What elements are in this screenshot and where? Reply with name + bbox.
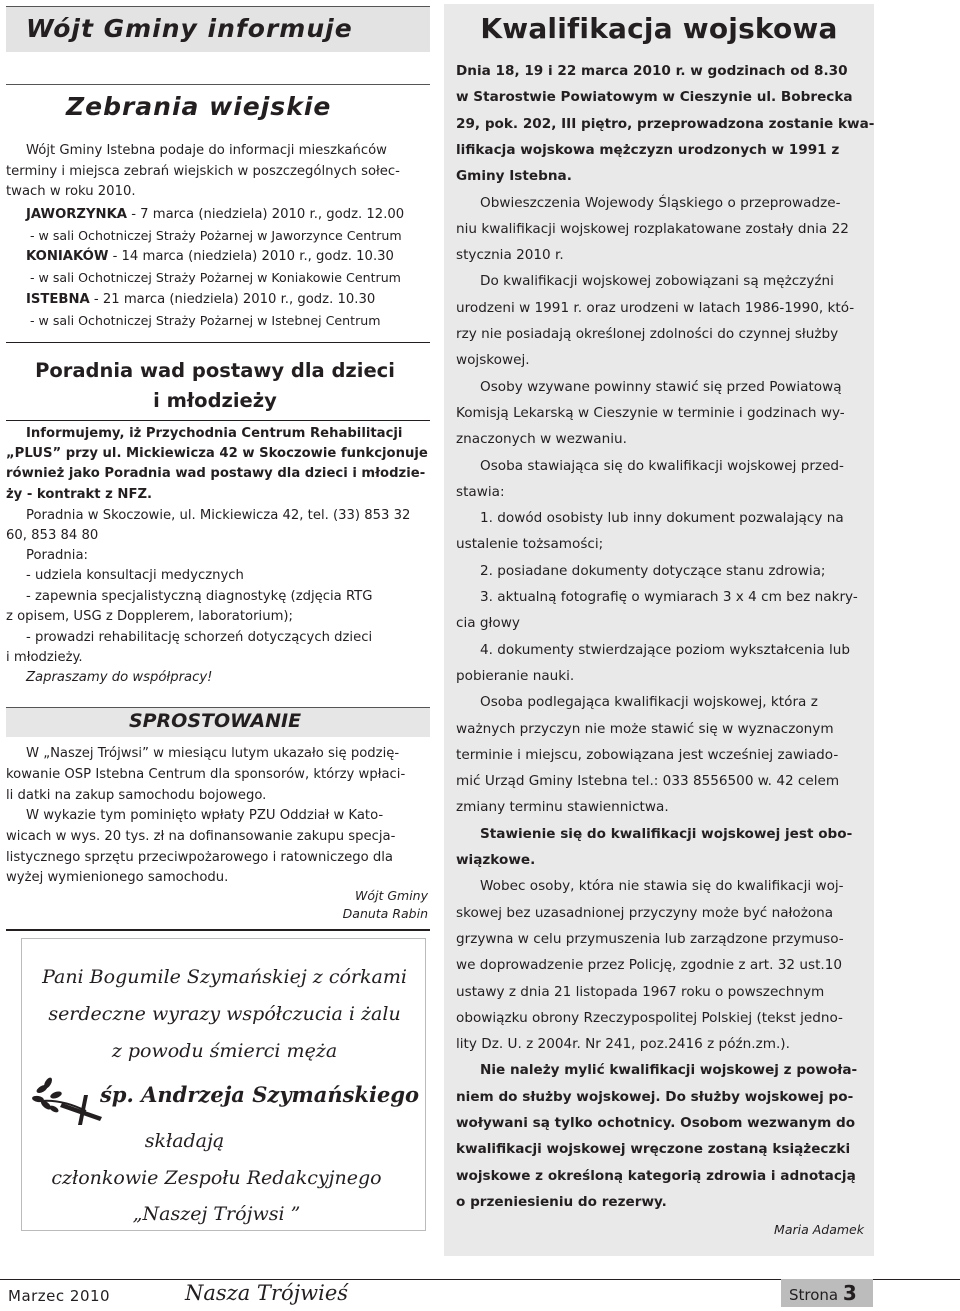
- zebrania-intro-line: terminy i miejsca zebrań wiejskich w poszczególnych sołec-: [6, 164, 400, 179]
- kwalifikacja-line: pobieranie nauki.: [456, 667, 575, 684]
- signature-role: Wójt Gminy: [354, 888, 428, 903]
- kwalifikacja-line: Gminy Istebna.: [456, 168, 572, 185]
- meeting-date: - 14 marca (niedziela) 2010 r., godz. 10.30: [108, 249, 394, 264]
- kwalifikacja-line: Nie należy mylić kwalifikacji wojskowej z powoła-: [480, 1062, 858, 1079]
- kwalifikacja-line: niu kwalifikacji wojskowej rozplakatowane zostały dnia 22: [456, 220, 849, 237]
- kwalifikacja-line: Osoba podlegająca kwalifikacji wojskowej, która z: [480, 694, 818, 711]
- meeting-date-line: [26, 205, 404, 226]
- kwalifikacja-line: Osoba stawiająca się do kwalifikacji wojskowej przed-: [480, 457, 844, 474]
- condolence-line: serdeczne wyrazy współczucia i żalu: [48, 1003, 401, 1025]
- footer-issue-date: Marzec 2010: [8, 1287, 111, 1305]
- meeting-date-line: [26, 290, 375, 311]
- poradnia-bold-line: „PLUS” przy ul. Mickiewicza 42 w Skoczowie funkcjonuje: [6, 446, 428, 461]
- kwalifikacja-line: 4. dokumenty stwierdzające poziom wykształcenia lub: [480, 641, 851, 658]
- meeting-name: JAWORZYNKA: [26, 207, 128, 222]
- divider: [6, 929, 430, 931]
- poradnia-line: - prowadzi rehabilitację schorzeń dotyczących dzieci: [26, 630, 373, 645]
- kwalifikacja-line: lifikacja wojskowa mężczyzn urodzonych w 1991 z: [456, 141, 840, 158]
- kwalifikacja-line: stawia:: [456, 483, 505, 500]
- poradnia-line: z opisem, USG z Dopplerem, laboratorium);: [6, 609, 294, 624]
- poradnia-line: - zapewnia specjalistyczną diagnostykę (zdjęcia RTG: [26, 589, 373, 604]
- meeting-place: - w sali Ochotniczej Straży Pożarnej w Istebnej Centrum: [30, 313, 381, 328]
- condolence-line: „Naszej Trójwsi ”: [132, 1203, 301, 1225]
- author-name: Maria Adamek: [774, 1222, 864, 1237]
- poradnia-title: Poradnia wad postawy dla dzieci: [35, 359, 395, 382]
- condolence-line: Pani Bogumile Szymańskiej z córkami: [42, 966, 407, 988]
- kwalifikacja-line: rzy nie posiadają określonej zdolności do czynnej służby: [456, 326, 839, 342]
- kwalifikacja-line: grzywna w celu przymuszenia lub zarządzone przymuso-: [456, 930, 844, 947]
- kwalifikacja-line: znaczonych w wezwaniu.: [456, 431, 627, 448]
- kwalifikacja-line: ustawy z dnia 21 listopada 1967 roku o powszechnym: [456, 983, 825, 1000]
- divider: [6, 342, 430, 343]
- zebrania-intro-line: twach w roku 2010.: [6, 184, 136, 199]
- sprostowanie-line: W wykazie tym pominięto wpłaty PZU Oddział w Kato-: [26, 808, 384, 823]
- meeting-place: - w sali Ochotniczej Straży Pożarnej w Koniakowie Centrum: [30, 270, 401, 285]
- deceased-name: śp. Andrzeja Szymańskiego: [99, 1082, 420, 1107]
- page-label: Strona: [789, 1286, 839, 1304]
- sprostowanie-line: listycznego sprzętu przeciwpożarowego i ratowniczego dla: [6, 850, 394, 865]
- signature-name: Danuta Rabin: [342, 906, 428, 921]
- kwalifikacja-line: Do kwalifikacji wojskowej zobowiązani są mężczyźni: [480, 273, 834, 290]
- kwalifikacja-line: Osoby wzywane powinny stawić się przed Powiatową: [480, 378, 842, 395]
- kwalifikacja-line: wojskowe z określoną kategorią zdrowia i adnotacją: [456, 1167, 856, 1184]
- condolence-line: członkowie Zespołu Redakcyjnego: [51, 1167, 382, 1189]
- kwalifikacja-line: urodzeni w 1991 r. oraz urodzeni w latach 1986-1990, któ-: [456, 299, 855, 316]
- kwalifikacja-line: Stawienie się do kwalifikacji wojskowej jest obo-: [480, 825, 853, 842]
- poradnia-line: - udziela konsultacji medycznych: [26, 568, 244, 583]
- meeting-name: KONIAKÓW: [26, 249, 109, 264]
- kwalifikacja-line: Dnia 18, 19 i 22 marca 2010 r. w godzinach od 8.30: [456, 63, 848, 79]
- kwalifikacja-line: we doprowadzenie przez Policję, zgodnie z art. 32 ust.10: [456, 957, 843, 974]
- poradnia-title: i młodzieży: [153, 389, 277, 412]
- kwalifikacja-line: 29, pok. 202, III piętro, przeprowadzona zostanie kwa-: [456, 115, 875, 132]
- kwalifikacja-line: mić Urząd Gminy Istebna tel.: 033 8556500 w. 42 celem: [456, 773, 840, 790]
- meeting-date-line: [26, 247, 394, 268]
- poradnia-bold-line: Informujemy, iż Przychodnia Centrum Rehabilitacji: [26, 426, 403, 441]
- page-number: [789, 1281, 857, 1305]
- poradnia-bold-line: ży - kontrakt z NFZ.: [6, 487, 153, 502]
- sprostowanie-line: wyżej wymienionego samochodu.: [6, 870, 229, 885]
- kwalifikacja-line: 1. dowód osobisty lub inny dokument pozwalający na: [480, 510, 844, 527]
- condolence-line: składają: [144, 1130, 225, 1152]
- kwalifikacja-line: wojskowej.: [456, 352, 530, 369]
- kwalifikacja-line: Wobec osoby, która nie stawia się do kwalifikacji woj-: [480, 878, 844, 895]
- condolence-line: z powodu śmierci męża: [111, 1040, 338, 1062]
- kwalifikacja-line: obowiązku obrony Rzeczypospolitej Polskiej (tekst jedno-: [456, 1009, 843, 1026]
- kwalifikacja-line: kwalifikacji wojskowej wręczone zostaną książeczki: [456, 1141, 851, 1158]
- meeting-date: - 21 marca (niedziela) 2010 r., godz. 10.30: [89, 292, 376, 307]
- kwalifikacja-line: Komisją Lekarską w Cieszynie w terminie i godzinach wy-: [456, 404, 845, 421]
- poradnia-closing: Zapraszamy do współpracy!: [26, 670, 213, 685]
- sprostowanie-title: SPROSTOWANIE: [128, 710, 302, 732]
- kwalifikacja-title: Kwalifikacja wojskowa: [480, 12, 838, 45]
- kwalifikacja-line: cia głowy: [456, 615, 520, 632]
- meeting-name: ISTEBNA: [26, 292, 90, 307]
- page-number-value: 3: [842, 1281, 857, 1305]
- meeting-place: - w sali Ochotniczej Straży Pożarnej w Jaworzynce Centrum: [30, 228, 402, 243]
- poradnia-line: Poradnia:: [26, 548, 88, 563]
- kwalifikacja-line: w Starostwie Powiatowym w Cieszynie ul. Bobrecka: [456, 89, 853, 106]
- kwalifikacja-line: 3. aktualną fotografię o wymiarach 3 x 4 cm bez nakry-: [480, 589, 858, 605]
- kwalifikacja-line: niem do służby wojskowej. Do służby wojskowej po-: [456, 1088, 854, 1105]
- kwalifikacja-line: stycznia 2010 r.: [456, 247, 564, 264]
- meeting-date: - 7 marca (niedziela) 2010 r., godz. 12.00: [127, 207, 405, 222]
- sprostowanie-line: li datki na zakup samochodu bojowego.: [6, 788, 267, 803]
- poradnia-line: i młodzieży.: [6, 650, 83, 665]
- zebrania-title: Zebrania wiejskie: [66, 92, 332, 121]
- kwalifikacja-line: Obwieszczenia Wojewody Śląskiego o przeprowadze-: [480, 194, 841, 211]
- kwalifikacja-line: wiązkowe.: [456, 852, 536, 868]
- kwalifikacja-line: o przeniesieniu do rezerwy.: [456, 1193, 667, 1210]
- kwalifikacja-line: lity Dz. U. z 2004r. Nr 241, poz.2416 z późn.zm.).: [456, 1036, 790, 1053]
- kwalifikacja-line: ważnych przyczyn nie może stawić się w wyznaczonym: [456, 720, 834, 737]
- divider: [6, 420, 430, 421]
- zebrania-intro-line: Wójt Gminy Istebna podaje do informacji mieszkańców: [26, 143, 387, 158]
- footer-magazine-name: Nasza Trójwieś: [185, 1281, 349, 1305]
- kwalifikacja-line: ustalenie tożsamości;: [456, 536, 604, 553]
- kwalifikacja-line: woływani są tylko ochotnicy. Osobom wezwanym do: [456, 1115, 856, 1131]
- poradnia-line: Poradnia w Skoczowie, ul. Mickiewicza 42, tel. (33) 853 32: [26, 508, 411, 523]
- sprostowanie-line: wicach w wys. 20 tys. zł na dofinansowanie zakupu specja-: [6, 829, 396, 844]
- poradnia-bold-line: również jako Poradnia wad postawy dla dzieci i młodzie-: [6, 466, 426, 481]
- poradnia-line: 60, 853 84 80: [6, 528, 99, 543]
- kwalifikacja-line: terminie i miejscu, zobowiązana jest wcześniej zawiado-: [456, 746, 839, 763]
- condolence-box: [21, 938, 426, 1231]
- kwalifikacja-line: 2. posiadane dokumenty dotyczące stanu zdrowia;: [480, 562, 826, 579]
- sprostowanie-line: kowanie OSP Istebna Centrum dla sponsorów, którzy wpłaci-: [6, 767, 406, 782]
- kwalifikacja-line: skowej bez uzasadnionej przyczyny może być nałożona: [456, 904, 834, 921]
- kwalifikacja-line: zmiany terminu stawiennictwa.: [456, 799, 669, 816]
- section-header-title: Wójt Gminy informuje: [26, 14, 353, 43]
- sprostowanie-line: W „Naszej Trójwsi” w miesiącu lutym ukazało się podzię-: [26, 746, 400, 761]
